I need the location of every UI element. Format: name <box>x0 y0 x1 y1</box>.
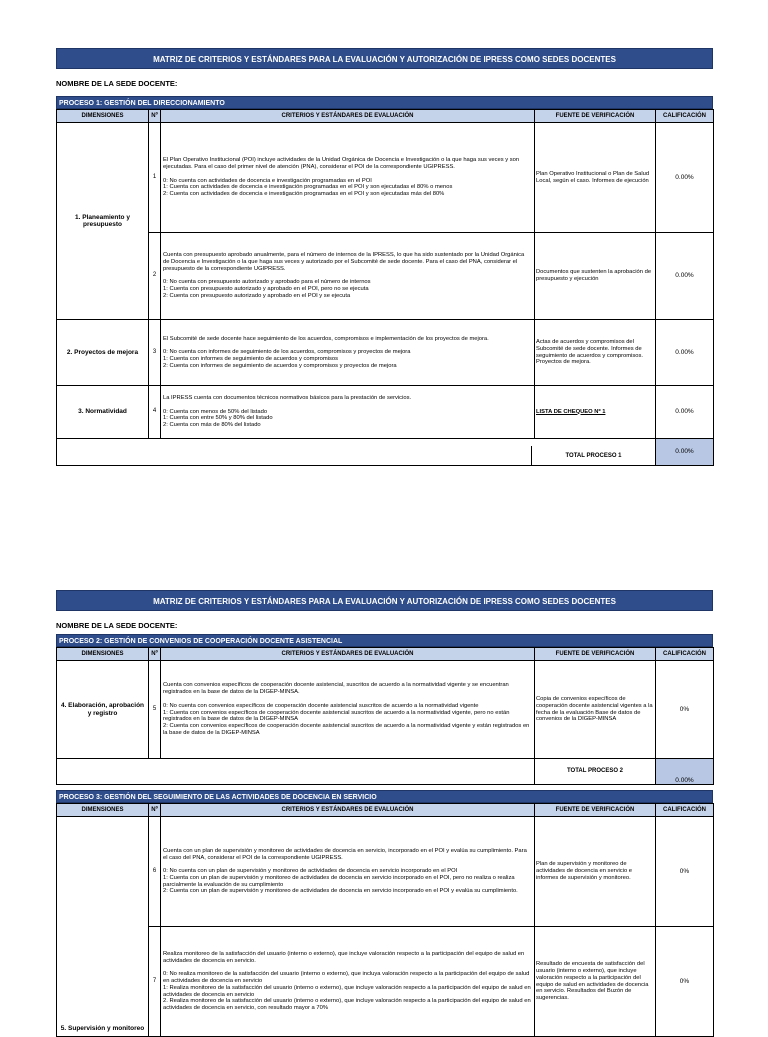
col-dimensiones: DIMENSIONES <box>57 648 149 661</box>
row-number: 6 <box>149 817 161 927</box>
total-label: TOTAL PROCESO 2 <box>535 759 656 785</box>
dimension-cell: 5. Supervisión y monitoreo <box>57 817 149 1037</box>
criteria-cell: La IPRESS cuenta con documentos técnicos normativos básicos para la prestación de servicios. 0: Cuenta con menos de 50% del listado 1: Cuenta con entre 50% y 80% del listado 2: Cuenta con más de 80% del listado <box>161 386 535 439</box>
dimension-cell: 3. Normatividad <box>57 386 149 439</box>
col-criterios: CRITERIOS Y ESTÁNDARES DE EVALUACIÓN <box>161 804 535 817</box>
total-value: 0.00% <box>656 759 714 785</box>
col-num: Nº <box>149 110 161 123</box>
col-fuente: FUENTE DE VERIFICACIÓN <box>535 648 656 661</box>
checklist-link[interactable]: LISTA DE CHEQUEO Nº 1 <box>535 386 656 439</box>
row-number: 2 <box>149 233 161 320</box>
score-cell: 0% <box>656 927 714 1037</box>
score-cell: 0.00% <box>656 320 714 386</box>
criteria-cell: Cuenta con convenios específicos de cooperación docente asistencial, suscritos de acuerdo a la normatividad vigente y se encuentran registrados en la base de datos de la DIGEP-MINSA. 0: No cuenta con convenios específicos de cooperación docente asistencial suscritos de acuerdo a la normatividad vigente 1: Cuenta con convenios específicos de cooperación docente asistencial suscritos de acuerdo a la normatividad vigente, pero no están registrados en la base de datos de la DIGEP-MINSA 2: Cuenta con convenios específicos de cooperación docente asistencial suscritos de acuerdo a la normatividad vigente y están registrados en la base de datos de la DIGEP-MINSA <box>161 661 535 759</box>
col-criterios: CRITERIOS Y ESTÁNDARES DE EVALUACIÓN <box>161 648 535 661</box>
col-dimensiones: DIMENSIONES <box>57 110 149 123</box>
col-fuente: FUENTE DE VERIFICACIÓN <box>535 804 656 817</box>
criteria-cell: Cuenta con un plan de supervisión y monitoreo de actividades de docencia en servicio, incorporado en el POI y evalúa su cumplimiento. Para el caso del PNA, considerar el POI de la correspondiente UGIPRESS. 0: No cuenta con un plan de supervisión y monitoreo de actividades de docencia en servicio incorporado en el POI 1: Cuenta con un plan de supervisión y monitoreo de actividades de docencia en servicio incorporado en el POI, pero no realiza o realiza parcialmente la evaluación de su cumplimiento 2: Cuenta con un plan de supervisión y monitoreo de actividades de docencia en servicio incorporado en el POI y evalúa su cumplimiento. <box>161 817 535 927</box>
table-row <box>57 123 714 233</box>
score-cell: 0.00% <box>656 123 714 233</box>
score-cell: 0% <box>656 661 714 759</box>
row-number: 4 <box>149 386 161 439</box>
table-row <box>57 386 714 439</box>
table-row <box>57 661 714 759</box>
total-label: TOTAL PROCESO 1 <box>531 446 655 466</box>
sede-label: NOMBRE DE LA SEDE DOCENTE: <box>56 79 178 88</box>
matrix-title: MATRIZ DE CRITERIOS Y ESTÁNDARES PARA LA EVALUACIÓN Y AUTORIZACIÓN DE IPRESS COMO SEDES DOCENTES <box>56 590 713 611</box>
source-cell: Copia de convenios específicos de cooperación docente asistencial vigentes a la fecha de la evaluación Base de datos de convenios de la DIGEP-MINSA <box>535 661 656 759</box>
table-row <box>57 320 714 386</box>
sede-label: NOMBRE DE LA SEDE DOCENTE: <box>56 621 178 630</box>
row-number: 1 <box>149 123 161 233</box>
criteria-cell: Cuenta con presupuesto aprobado anualmente, para el número de internos de la IPRESS, lo que ha sido sustentado por la Unidad Orgánica de Docencia e Investigación o la que haga sus veces y autorizado por el Subcomité de sede docente. Para el caso del PNA, considerar el presupuesto de la correspondiente UGIPRESS. 0: No cuenta con presupuesto autorizado y aprobado para el número de internos 1: Cuenta con presupuesto autorizado y aprobado en el POI, pero no se ejecuta 2: Cuenta con presupuesto autorizado y aprobado en el POI y se ejecuta <box>161 233 535 320</box>
process-1-table <box>56 109 714 466</box>
dimension-cell: 2. Proyectos de mejora <box>57 320 149 386</box>
process-3-header: PROCESO 3: GESTIÓN DEL SEGUIMIENTO DE LAS ACTIVIDADES DE DOCENCIA EN SERVICIO <box>56 790 713 803</box>
row-number: 3 <box>149 320 161 386</box>
criteria-cell: El Plan Operativo Institucional (POI) incluye actividades de la Unidad Orgánica de Docencia e Investigación o la que haga sus veces y son ejecutadas. Para el caso del primer nivel de atención (PNA), considerar el POI de la correspondiente UGIPRESS. 0: No cuenta con actividades de docencia e investigación programadas en el POI 1: Cuenta con actividades de docencia e investigación programadas en el POI y son ejecutadas el 80% o menos 2: Cuenta con actividades de docencia e investigación programadas en el POI y son ejecutadas más del 80% <box>161 123 535 233</box>
table-row <box>57 233 714 320</box>
col-num: Nº <box>149 804 161 817</box>
col-num: Nº <box>149 648 161 661</box>
criteria-cell: Realiza monitoreo de la satisfacción del usuario (interno o externo), que incluye valoración respecto a la participación del equipo de salud en actividades de docencia en servicio. 0: No realiza monitoreo de la satisfacción del usuario (interno o externo), que incluya valoración respecto a la participación del equipo de salud en actividades de docencia en servicio 1: Realiza monitoreo de la satisfacción del usuario (interno o externo), que incluye valoración respecto a la participación del equipo de salud en actividades de docencia en servicio 2. Realiza monitoreo de la satisfacción del usuario (interno o externo), que incluye valoración respecto a la participación del equipo de salud en actividades de docencia en servicio, con resultado mayor a 70% <box>161 927 535 1037</box>
source-cell: Documentos que sustenten la aprobación de presupuesto y ejecución <box>535 233 656 320</box>
matrix-title: MATRIZ DE CRITERIOS Y ESTÁNDARES PARA LA EVALUACIÓN Y AUTORIZACIÓN DE IPRESS COMO SEDES DOCENTES <box>56 48 713 69</box>
dimension-cell: 1. Planeamiento y presupuesto <box>57 123 149 320</box>
process-1-header: PROCESO 1: GESTIÓN DEL DIRECCIONAMIENTO <box>56 96 713 109</box>
score-cell: 0.00% <box>656 386 714 439</box>
process-2-header: PROCESO 2: GESTIÓN DE CONVENIOS DE COOPERACIÓN DOCENTE ASISTENCIAL <box>56 634 713 647</box>
col-calificacion: CALIFICACIÓN <box>656 648 714 661</box>
col-calificacion: CALIFICACIÓN <box>656 804 714 817</box>
table-row <box>57 927 714 1037</box>
process-3-table <box>56 803 714 1037</box>
table-row <box>57 817 714 927</box>
criteria-cell: El Subcomité de sede docente hace seguimiento de los acuerdos, compromisos e implementación de los proyectos de mejora. 0: No cuenta con informes de seguimiento de los acuerdos, compromisos y proyectos de mejora 1: Cuenta con informes de seguimiento de acuerdos y compromisos 2: Cuenta con informes de seguimiento de acuerdos y compromisos y proyectos de mejora <box>161 320 535 386</box>
source-cell: Plan de supervisión y monitoreo de actividades de docencia en servicio e informes de supervisión y monitoreo. <box>535 817 656 927</box>
col-calificacion: CALIFICACIÓN <box>656 110 714 123</box>
dimension-cell: 4. Elaboración, aprobación y registro <box>57 661 149 759</box>
score-cell: 0% <box>656 817 714 927</box>
row-number: 7 <box>149 927 161 1037</box>
process-2-table <box>56 647 714 785</box>
total-spacer <box>57 759 535 785</box>
total-value: 0.00% <box>656 439 714 466</box>
col-dimensiones: DIMENSIONES <box>57 804 149 817</box>
row-number: 5 <box>149 661 161 759</box>
source-cell: Plan Operativo Institucional o Plan de Salud Local, según el caso. Informes de ejecución <box>535 123 656 233</box>
col-fuente: FUENTE DE VERIFICACIÓN <box>535 110 656 123</box>
col-criterios: CRITERIOS Y ESTÁNDARES DE EVALUACIÓN <box>161 110 535 123</box>
total-row <box>57 759 714 785</box>
source-cell: Actas de acuerdos y compromisos del Subcomité de sede docente. Informes de seguimiento de acuerdos y compromisos. Proyectos de mejora. <box>535 320 656 386</box>
score-cell: 0.00% <box>656 233 714 320</box>
source-cell: Resultado de encuesta de satisfacción del usuario (interno o externo), que incluye valoración respecto a la participación del equipo de salud en actividades de docencia en servicio. Resultados del Buzón de sugerencias. <box>535 927 656 1037</box>
